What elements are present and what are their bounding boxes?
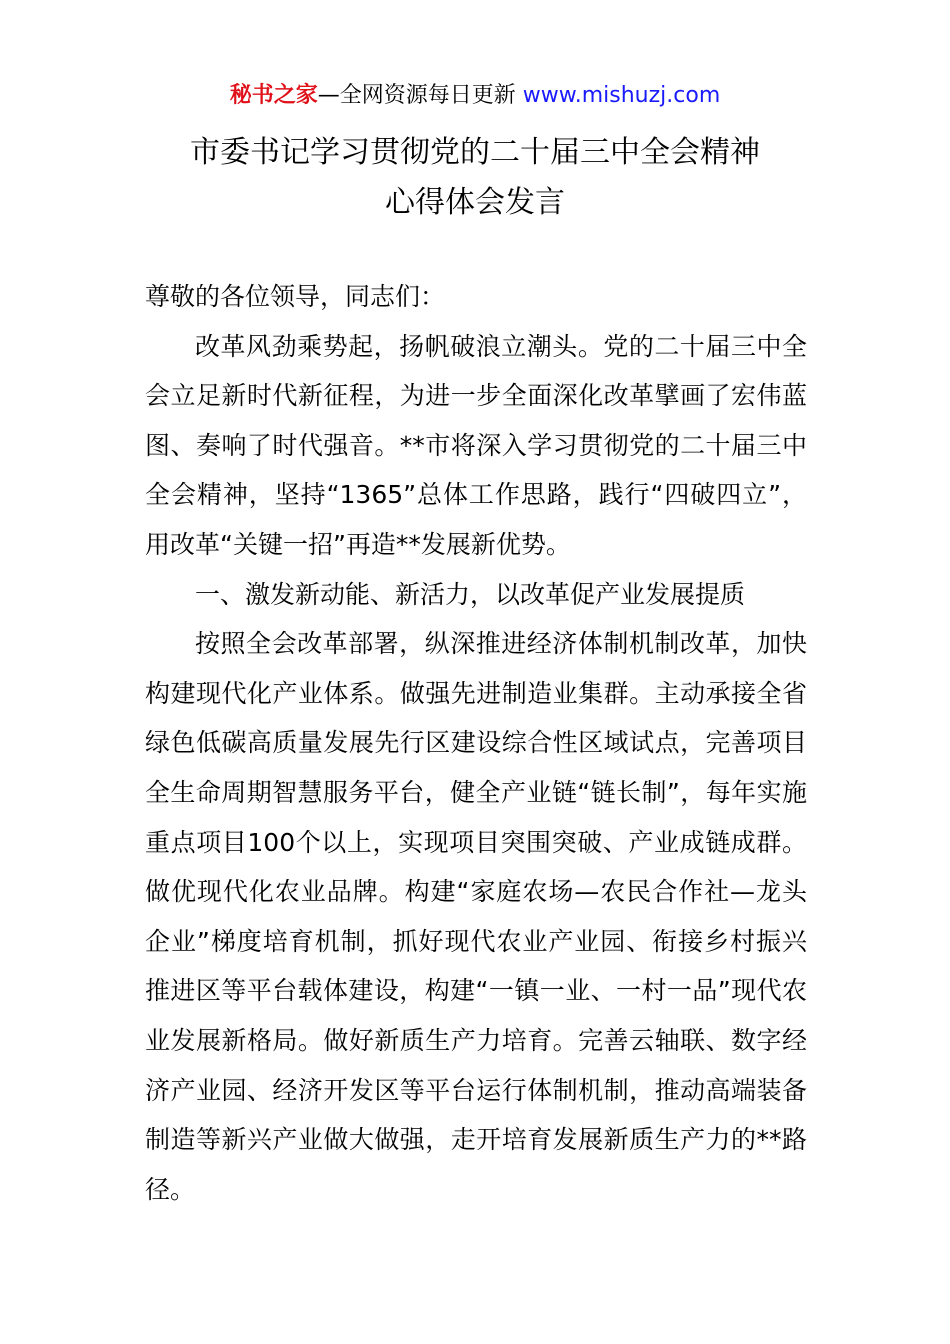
section-heading-1: 一、激发新动能、新活力，以改革促产业发展提质 <box>195 579 746 609</box>
document-body <box>145 272 807 1214</box>
document-title <box>0 128 950 228</box>
brand-name: 秘书之家 <box>229 83 318 108</box>
title-line-1: 市委书记学习贯彻党的二十届三中全会精神 <box>190 135 760 170</box>
header-tagline: —全网资源每日更新 <box>317 83 523 108</box>
paragraph-section-1: 按照全会改革部署，纵深推进经济体制机制改革，加快构建现代化产业体系。做强先进制造业集群。主动承接全省绿色低碳高质量发展先行区建设综合性区域试点，完善项目全生命周期智慧服务平台，健全产业链“链长制”，每年实施重点项目100个以上，实现项目突围突破、产业成链成群。做优现代化农业品牌。构建“家庭农场—农民合作社—龙头企业”梯度培育机制，抓好现代农业产业园、衔接乡村振兴推进区等平台载体建设，构建“一镇一业、一村一品”现代农业发展新格局。做好新质生产力培育。完善云轴联、数字经济产业园、经济开发区等平台运行体制机制，推动高端装备制造等新兴产业做大做强，走开培育发展新质生产力的**路径。 <box>145 629 807 1204</box>
paragraph-intro: 改革风劲乘势起，扬帆破浪立潮头。党的二十届三中全会立足新时代新征程，为进一步全面深化改革擘画了宏伟蓝图、奏响了时代强音。**市将深入学习贯彻党的二十届三中全会精神，坚持“1365”总体工作思路，践行“四破四立”，用改革“关键一招”再造**发展新优势。 <box>145 331 807 559</box>
site-header <box>0 80 950 112</box>
site-url-link[interactable]: www.mishuzj.com <box>522 83 721 108</box>
salutation: 尊敬的各位领导，同志们： <box>145 282 446 311</box>
title-line-2: 心得体会发言 <box>385 185 565 220</box>
